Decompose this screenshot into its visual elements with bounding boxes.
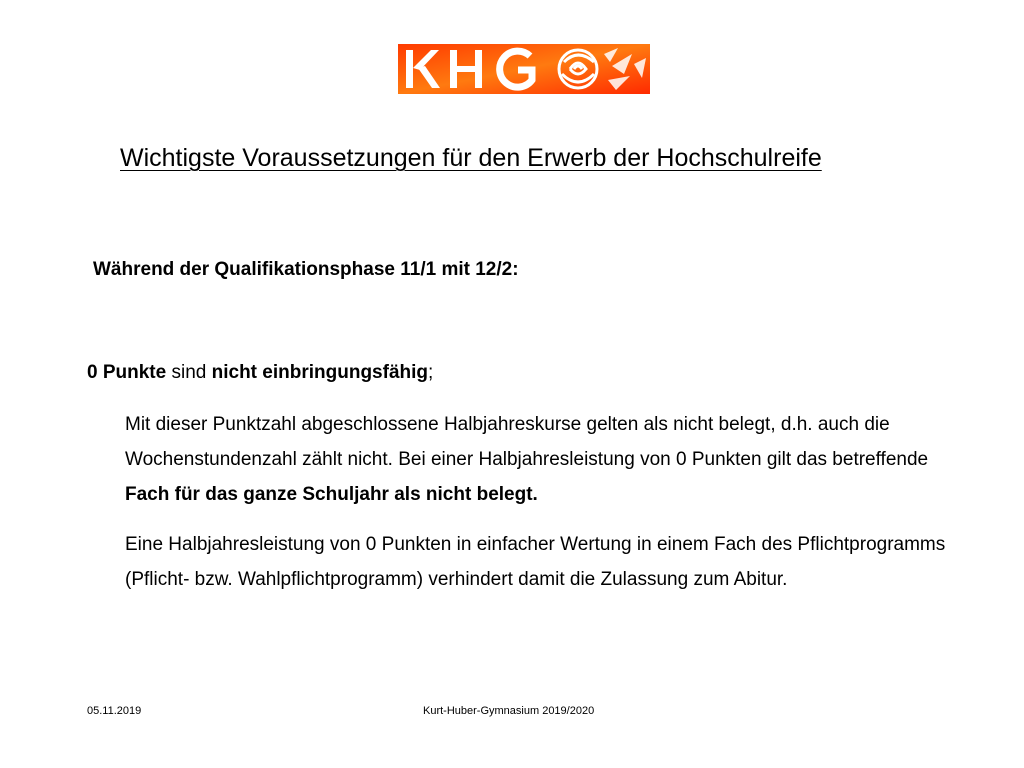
school-logo [398, 44, 650, 94]
footer-date: 05.11.2019 [87, 705, 142, 717]
rule-statement [87, 362, 433, 384]
khg-logo-graphic [398, 44, 650, 94]
rule-end: ; [428, 362, 434, 383]
rule-subject: 0 Punkte [87, 362, 167, 383]
footer-school: Kurt-Huber-Gymnasium 2019/2020 [423, 705, 595, 717]
rule-middle: sind [166, 362, 212, 383]
paragraph-zero-points [125, 407, 955, 512]
paragraph-admission: Eine Halbjahresleistung von 0 Punkten in einfacher Wertung in einem Fach des Pflichtprogramms (Pflicht- bzw. Wahlpflichtprogramm) verhindert damit die Zulassung zum Abitur. [125, 534, 946, 590]
paragraph-text: Mit dieser Punktzahl abgeschlossene Halbjahreskurse gelten als nicht belegt, d.h. auch die Wochenstundenzahl zählt nicht. Bei einer Halbjahresleistung von 0 Punkten gilt das betreffende [125, 414, 929, 470]
rule-emphasis: nicht einbringungsfähig [211, 362, 429, 383]
section-heading: Während der Qualifikationsphase 11/1 mit 12/2: [93, 259, 519, 280]
paragraph-bold-text: Fach für das ganze Schuljahr als nicht belegt. [125, 484, 538, 505]
page-title: Wichtigste Voraussetzungen für den Erwerb der Hochschulreife [120, 144, 822, 172]
